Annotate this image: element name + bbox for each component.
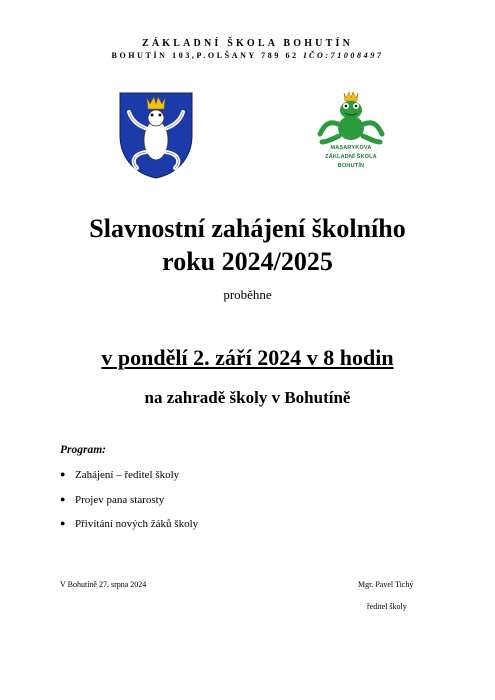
program-item-text: Projev pana starosty (75, 493, 165, 506)
title-line1: Slavnostní zahájení školního (89, 214, 406, 243)
program-label: Program: (60, 444, 106, 456)
green-frog-icon (306, 90, 396, 145)
program-item-text: Zahájení – ředitel školy (75, 469, 180, 481)
bullet-icon: ● (60, 469, 66, 479)
title-line2: roku 2024/2025 (162, 247, 333, 276)
signatory-role: ředitel školy (367, 602, 407, 611)
program-item-text: Přivítání nových žáků školy (75, 518, 199, 530)
school-name: ZÁKLADNÍ ŠKOLA BOHUTÍN (142, 38, 353, 49)
list-item (60, 469, 198, 494)
logo-text-line2: ZÁKLADNÍ ŠKOLA (325, 154, 377, 160)
program-list (60, 469, 198, 543)
ico-text: IČO:71008497 (303, 51, 384, 60)
page-title (0, 212, 495, 278)
signatory-name: Mgr. Pavel Tichý (358, 580, 414, 589)
subtitle: proběhne (223, 287, 272, 302)
bullet-icon: ● (60, 493, 66, 504)
bullet-icon: ● (60, 518, 66, 528)
address-text: BOHUTÍN 103,P.OLŠANY 789 62 (111, 51, 299, 60)
frog-crest-icon (117, 90, 195, 180)
footer-date: V Bohutíně 27. srpna 2024 (60, 580, 147, 589)
logo-text-line3: BOHUTÍN (337, 163, 365, 169)
logo-text-line1: MASARYKOVA (330, 145, 372, 151)
list-item (60, 518, 198, 543)
event-location: na zahradě školy v Bohutíně (144, 388, 351, 407)
list-item (60, 494, 198, 519)
school-logo (306, 90, 396, 176)
school-address (0, 51, 495, 60)
event-date-time: v pondělí 2. září 2024 v 8 hodin (101, 345, 394, 370)
